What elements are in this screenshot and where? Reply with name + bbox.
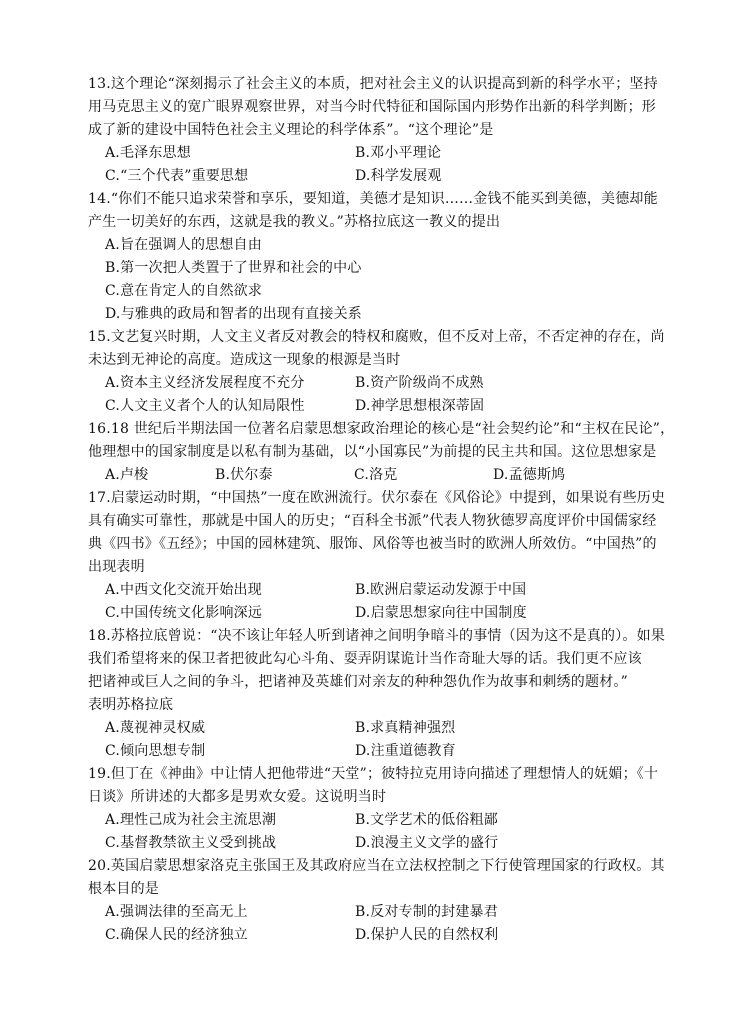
q16-option-d: D.孟德斯鸠: [493, 467, 566, 483]
q15-option-c: C.人文主义者个人的认知局限性: [105, 398, 305, 414]
q17-option-a: A.中西文化交流开始出现: [105, 582, 262, 598]
q17-option-d: D.启蒙思想家向往中国制度: [355, 605, 527, 621]
q19-option-b: B.文学艺术的低俗粗鄙: [355, 812, 498, 828]
q16-stem-line-1: 16.18 世纪后半期法国一位著名启蒙思想家政治理论的核心是“社会契约论”和“主权在民论”，: [88, 421, 675, 437]
q13-stem-line-2: 用马克思主义的宽广眼界观察世界，对当今时代特征和国际国内形势作出新的科学判断；形: [88, 99, 656, 115]
q19-option-d: D.浪漫主义文学的盛行: [355, 835, 499, 851]
q18-stem-line-1: 18.苏格拉底曾说：“决不该让年轻人听到诸神之间明争暗斗的事情（因为这不是真的）。如果: [88, 628, 666, 644]
q19-stem-line-2: 日谈》所讲述的大都多是男欢女爱。这说明当时: [88, 789, 387, 805]
q16-option-c: C.洛克: [354, 467, 398, 483]
q14-stem-line-1: 14.“你们不能只追求荣誉和享乐，要知道，美德才是知识……金钱不能买到美德，美德却能: [88, 191, 658, 207]
q15-stem-line-2: 未达到无神论的高度。造成这一现象的根源是当时: [88, 352, 401, 368]
q15-option-b: B.资产阶级尚不成熟: [355, 375, 484, 391]
q20-stem-line-2: 根本目的是: [88, 881, 159, 897]
q18-stem-line-4: 表明苏格拉底: [88, 697, 174, 713]
q18-stem-line-3: 把诸神或巨人之间的争斗，把诸神及英雄们对亲友的种种怨仇作为故事和刺绣的题材。”: [88, 674, 628, 690]
q20-option-a: A.强调法律的至高无上: [105, 904, 248, 920]
q18-option-a: A.蔑视神灵权威: [105, 720, 206, 736]
q14-option-d: D.与雅典的政局和智者的出现有直接关系: [105, 306, 362, 322]
q19-option-a: A.理性己成为社会主流思潮: [105, 812, 277, 828]
q15-option-d: D.神学思想根深蒂固: [355, 398, 485, 414]
q14-option-b: B.第一次把人类置于了世界和社会的中心: [105, 260, 362, 276]
q18-option-d: D.注重道德教育: [355, 743, 456, 759]
q19-option-c: C.基督教禁欲主义受到挑战: [105, 835, 277, 851]
q18-option-b: B.求真精神强烈: [355, 720, 456, 736]
q17-stem-line-1: 17.启蒙运动时期，“中国热”一度在欧洲流行。伏尔泰在《风俗论》中提到，如果说有些历史: [88, 490, 666, 506]
q20-option-b: B.反对专制的封建暴君: [355, 904, 498, 920]
q13-option-c: C.“三个代表”重要思想: [105, 168, 249, 184]
q20-option-d: D.保护人民的自然权利: [355, 927, 499, 943]
q14-option-a: A.旨在强调人的思想自由: [105, 237, 262, 253]
q18-option-c: C.倾向思想专制: [105, 743, 206, 759]
q16-stem-line-2: 他理想中的国家制度是以私有制为基础，以“小国寡民”为前提的民主共和国。这位思想家是: [88, 444, 657, 460]
q13-option-d: D.科学发展观: [355, 168, 442, 184]
q20-option-c: C.确保人民的经济独立: [105, 927, 248, 943]
q13-option-a: A.毛泽东思想: [105, 145, 191, 161]
q16-option-b: B.伏尔泰: [215, 467, 273, 483]
q19-stem-line-1: 19.但丁在《神曲》中让情人把他带进“天堂”；彼特拉克用诗向描述了理想情人的妩媚；《十: [88, 766, 659, 782]
q13-option-b: B.邓小平理论: [355, 145, 442, 161]
q17-stem-line-4: 出现表明: [88, 559, 145, 575]
q15-option-a: A.资本主义经济发展程度不充分: [105, 375, 305, 391]
q13-stem-line-1: 13.这个理论“深刻揭示了社会主义的本质，把对社会主义的认识提高到新的科学水平；坚持: [88, 76, 658, 92]
q17-option-c: C.中国传统文化影响深远: [105, 605, 263, 621]
q14-option-c: C.意在肯定人的自然欲求: [105, 283, 263, 299]
q18-stem-line-2: 我们希望将来的保卫者把彼此勾心斗角、耍弄阴谋诡计当作奇耻大辱的话。我们更不应该: [88, 651, 642, 667]
q13-stem-line-3: 成了新的建设中国特色社会主义理论的科学体系”。“这个理论”是: [88, 122, 494, 138]
q20-stem-line-1: 20.英国启蒙思想家洛克主张国王及其政府应当在立法权控制之下行使管理国家的行政权。其: [88, 858, 665, 874]
q15-stem-line-1: 15.文艺复兴时期，人文主义者反对教会的特权和腐败，但不反对上帝，不否定神的存在，尚: [88, 329, 665, 345]
q17-option-b: B.欧洲启蒙运动发源于中国: [355, 582, 527, 598]
q17-stem-line-2: 具有确实可靠性，那就是中国人的历史；“百科全书派”代表人物狄德罗高度评价中国儒家经: [88, 513, 657, 529]
q16-option-a: A.卢梭: [105, 467, 149, 483]
q14-stem-line-2: 产生一切美好的东西，这就是我的教义。”苏格拉底这一教义的提出: [88, 214, 501, 230]
q17-stem-line-3: 典《四书》《五经》；中国的园林建筑、服饰、风俗等也被当时的欧洲人所效仿。“中国热”的: [88, 536, 657, 552]
